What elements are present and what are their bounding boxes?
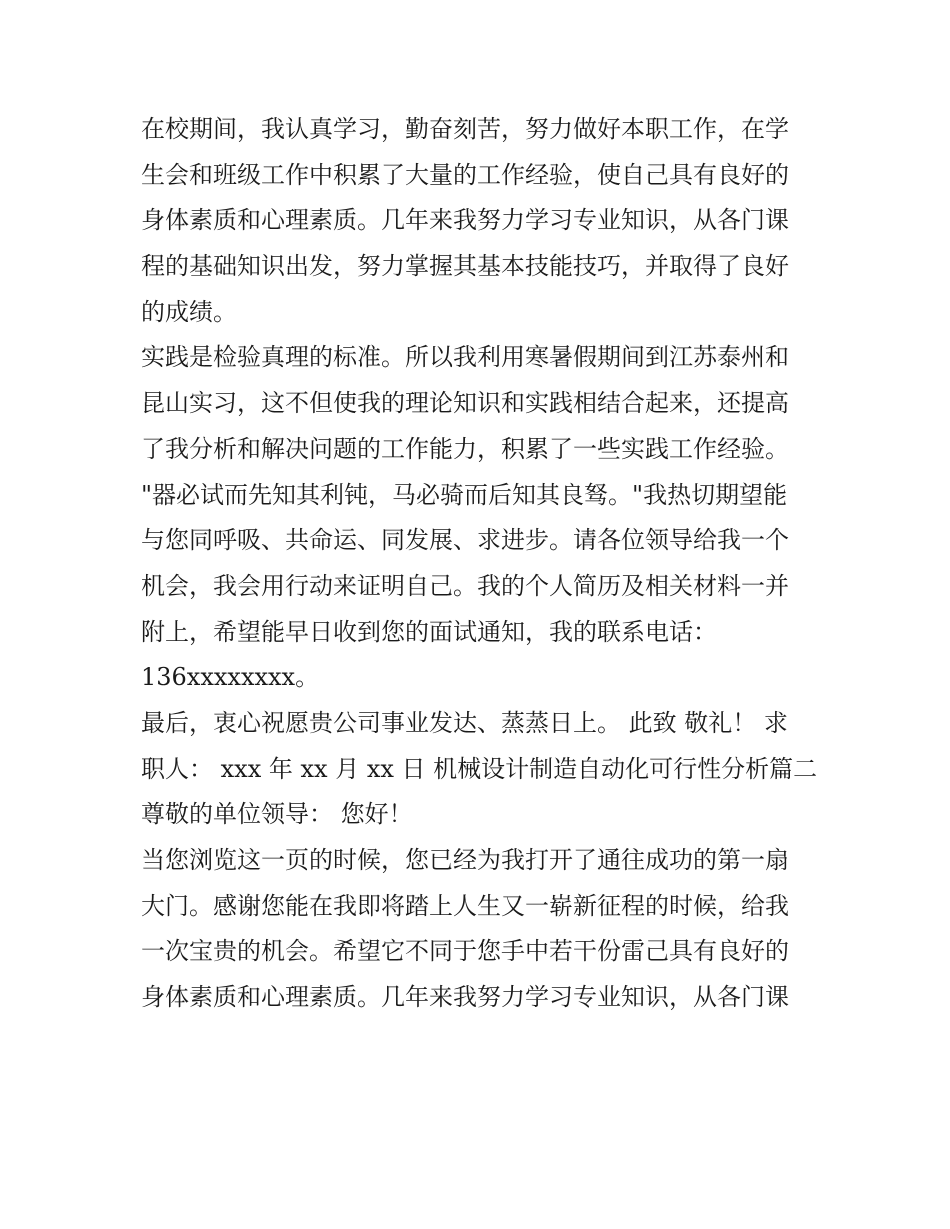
text-line: 最后，衷心祝愿贵公司事业发达、蒸蒸日上。 此致 敬礼！ 求 xyxy=(141,708,788,737)
text-line: 职人： xxx 年 xx 月 xx 日 机械设计制造自动化可行性分析篇二 xyxy=(141,754,818,783)
text-line: 当您浏览这一页的时候，您已经为我打开了通往成功的第一扇 xyxy=(141,846,789,874)
text-line: 机会，我会用行动来证明自己。我的个人简历及相关材料一并 xyxy=(141,571,789,600)
text-line: 与您同呼吸、共命运、同发展、求进步。请各位领导给我一个 xyxy=(141,526,789,555)
text-line: 程的基础知识出发，努力掌握其基本技能技巧，并取得了良好 xyxy=(141,252,789,281)
text-line: 附上，希望能早日收到您的面试通知，我的联系电话： xyxy=(141,617,717,646)
text-line: 实践是检验真理的标准。所以我利用寒暑假期间到江苏泰州和 xyxy=(141,343,789,372)
text-line: 身体素质和心理素质。几年来我努力学习专业知识，从各门课 xyxy=(141,206,789,235)
text-line: 尊敬的单位领导： 您好！ xyxy=(141,800,413,829)
text-line: 身体素质和心理素质。几年来我努力学习专业知识，从各门课 xyxy=(141,983,789,1012)
text-line: "器必试而先知其利钝，马必骑而后知其良驽。"我热切期望能 xyxy=(141,480,788,509)
text-line: 136xxxxxxxx。 xyxy=(141,663,320,692)
text-line: 在校期间，我认真学习，勤奋刻苦，努力做好本职工作，在学 xyxy=(141,115,789,143)
text-line: 大门。感谢您能在我即将踏上人生又一崭新征程的时候，给我 xyxy=(141,891,789,920)
text-line: 的成绩。 xyxy=(141,297,237,326)
text-line: 生会和班级工作中积累了大量的工作经验，使自己具有良好的 xyxy=(141,160,789,189)
text-line: 了我分析和解决问题的工作能力，积累了一些实践工作经验。 xyxy=(141,434,789,463)
text-line: 一次宝贵的机会。希望它不同于您手中若干份雷己具有良好的 xyxy=(141,937,789,966)
text-line: 昆山实习，这不但使我的理论知识和实践相结合起来，还提高 xyxy=(141,389,789,418)
body-text xyxy=(141,107,821,1021)
